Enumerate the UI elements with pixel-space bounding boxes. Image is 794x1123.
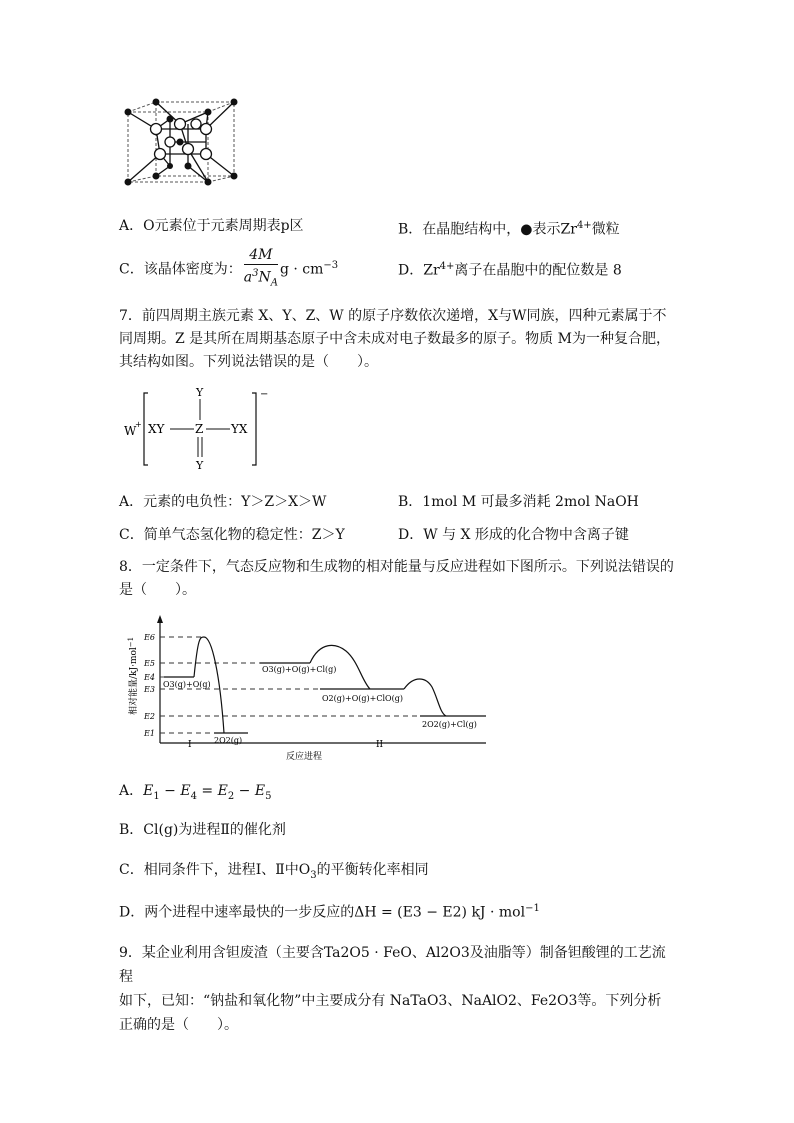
cation-charge: +	[135, 420, 142, 429]
q7-stem: 7．前四周期主族元素 X、Y、Z、W 的原子序数依次递增，X与W同族，四种元素属于不 同周期。Z 是其所在周期基态原子中含未成对电子数最多的原子。物质 M为一种复合肥， 其结构如图。下列说法错误的是（ ）。	[119, 308, 670, 370]
black-dot-icon: ●	[520, 221, 533, 238]
species-label: O3(g)+O(g)	[163, 680, 211, 689]
q7-option-a: A．元素的电负性：Y＞Z＞X＞W	[119, 494, 327, 510]
q8-option-c: C．相同条件下，进程Ⅰ、Ⅱ中$O_3$的平衡转化率相同	[119, 862, 429, 881]
right-group: YX	[231, 422, 248, 436]
center-atom: Z	[195, 422, 204, 436]
level-e1: E1	[144, 729, 155, 738]
q6-option-a: A．O元素位于元素周期表p区	[119, 218, 304, 234]
level-e3: E3	[144, 685, 155, 694]
q6-option-b: B．在晶胞结构中，●表示$Zr^{4+}$微粒	[398, 220, 620, 238]
anion-charge: −	[260, 389, 268, 400]
q8-option-b: B．Cl(g)为进程Ⅱ的催化剂	[119, 822, 286, 838]
species-label: O2(g)+O(g)+ClO(g)	[322, 694, 403, 703]
crystal-cell-figure	[116, 94, 241, 194]
level-e5: E5	[144, 659, 155, 668]
q9-stem: 9．某企业利用含钽废渣（主要含Ta2O5 · FeO、Al2O3及油脂等）制备钽酸锂的工艺流程 如下，已知：“钠盐和氧化物”中主要成分有 NaTaO3、NaAlO2、Fe2O3等。下列分析 正确的是（ ）。	[119, 945, 666, 1033]
species-label: 2O2(g)+Cl(g)	[422, 720, 477, 729]
level-e4: E4	[144, 673, 155, 682]
path-label-1: I	[188, 740, 192, 750]
left-group: XY	[148, 422, 165, 436]
q7-option-c: C．简单气态氢化物的稳定性：Z＞Y	[119, 527, 345, 543]
q6-option-d: D．$Zr^{4+}$离子在晶胞中的配位数是 8	[398, 261, 622, 279]
density-fraction: $\frac{4M}{a^3N_A}$	[243, 247, 278, 289]
species-label: 2O2(g)	[214, 736, 243, 745]
level-e2: E2	[144, 712, 155, 721]
q8-option-d: D．两个进程中速率最快的一步反应的ΔH = (E3 − E2) kJ · mol$^{-1}$	[119, 903, 540, 921]
y-axis-label: 相对能量/kJ·mol$^{-1}$	[127, 636, 139, 715]
q7-option-b: B．1mol M 可最多消耗 2mol NaOH	[398, 494, 639, 510]
bottom-atom: Y	[196, 459, 204, 472]
q6-option-c: C．该晶体密度为： $\frac{4M}{a^3N_A}$ $g \cdot cm^{-3}$	[119, 246, 338, 293]
energy-diagram	[124, 615, 494, 765]
q7-structure-figure	[118, 383, 268, 473]
cation-label: W	[124, 424, 137, 438]
level-e6: E6	[144, 633, 155, 642]
path-label-2: II	[376, 740, 384, 750]
top-atom: Y	[196, 386, 204, 399]
x-axis-label: 反应进程	[286, 752, 323, 762]
q8-option-a: A．$E_1 - E_4 = E_2 - E_5$	[119, 783, 272, 802]
q7-option-d: D．W 与 X 形成的化合物中含离子键	[398, 527, 629, 543]
species-label: O3(g)+O(g)+Cl(g)	[262, 665, 337, 674]
q8-stem: 8．一定条件下，气态反应物和生成物的相对能量与反应进程如下图所示。下列说法错误的 是（ ）。	[119, 559, 674, 598]
